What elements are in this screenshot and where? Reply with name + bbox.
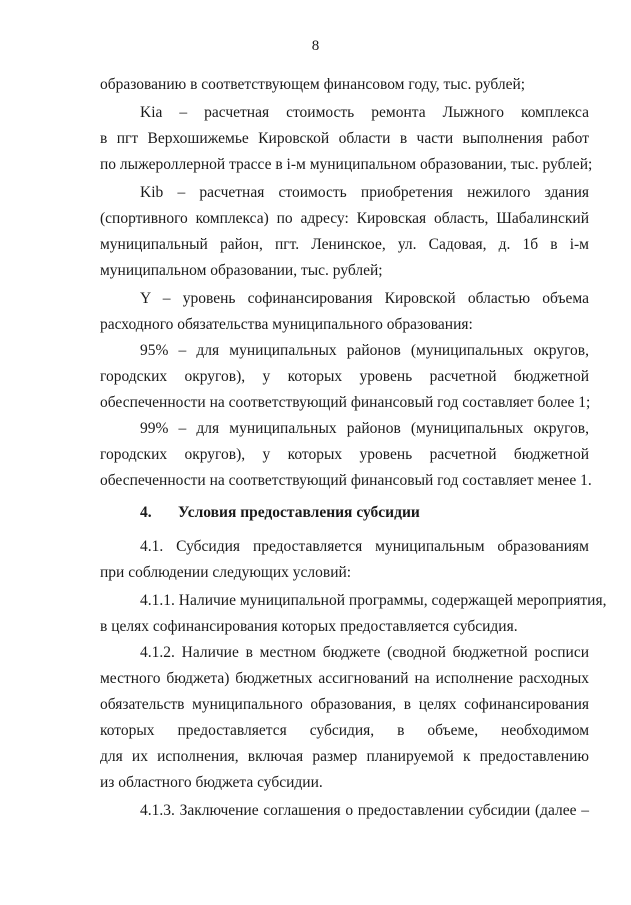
text-line: (спортивного комплекса) по адресу: Кировская область, Шабалинский [100,210,589,227]
text-line: 4.1. Субсидия предоставляется муниципальным образованиям [140,538,589,555]
text-line: расходного обязательства муниципального образования: [100,316,473,333]
text-line: Y – уровень софинансирования Кировской областью объема [140,290,589,307]
text-line: 4.1.1. Наличие муниципальной программы, содержащей мероприятия, [140,592,607,609]
text-line: в пгт Верхошижемье Кировской области в части выполнения работ [100,130,589,147]
section-number: 4. [140,504,152,521]
text-line: по лыжероллерной трассе в i-м муниципальном образовании, тыс. рублей; [100,156,593,173]
text-line: Kia – расчетная стоимость ремонта Лыжного комплекса [140,104,589,121]
text-line: обеспеченности на соответствующий финансовый год составляет менее 1. [100,472,592,489]
text-line: городских округов), у которых уровень расчетной бюджетной [100,368,589,385]
page-number: 8 [311,38,320,54]
text-line: муниципальном образовании, тыс. рублей; [100,262,383,279]
text-line: местного бюджета) бюджетных ассигнований на исполнение расходных [100,670,589,687]
text-line: обязательств муниципального образования, в целях софинансирования [100,696,589,713]
text-line: обеспеченности на соответствующий финансовый год составляет более 1; [100,394,591,411]
text-line: для их исполнения, включая размер планируемой к предоставлению [100,748,589,765]
text-line: которых предоставляется субсидия, в объеме, необходимом [100,722,589,739]
text-line: в целях софинансирования которых предоставляется субсидия. [100,618,518,635]
text-line: 95% – для муниципальных районов (муниципальных округов, [140,342,589,359]
section-heading: Условия предоставления субсидии [178,504,420,521]
text-line: Kib – расчетная стоимость приобретения нежилого здания [140,184,589,201]
text-line: городских округов), у которых уровень расчетной бюджетной [100,446,589,463]
text-line: муниципальный район, пгт. Ленинское, ул. Садовая, д. 1б в i-м [100,236,589,253]
text-line: 4.1.2. Наличие в местном бюджете (сводной бюджетной росписи [140,644,589,661]
text-line: при соблюдении следующих условий: [100,564,352,581]
text-line: 4.1.3. Заключение соглашения о предоставлении субсидии (далее – [140,802,589,819]
text-line: из областного бюджета субсидии. [100,774,323,791]
text-line: образованию в соответствующем финансовом году, тыс. рублей; [100,76,526,93]
text-line: 99% – для муниципальных районов (муниципальных округов, [140,420,589,437]
